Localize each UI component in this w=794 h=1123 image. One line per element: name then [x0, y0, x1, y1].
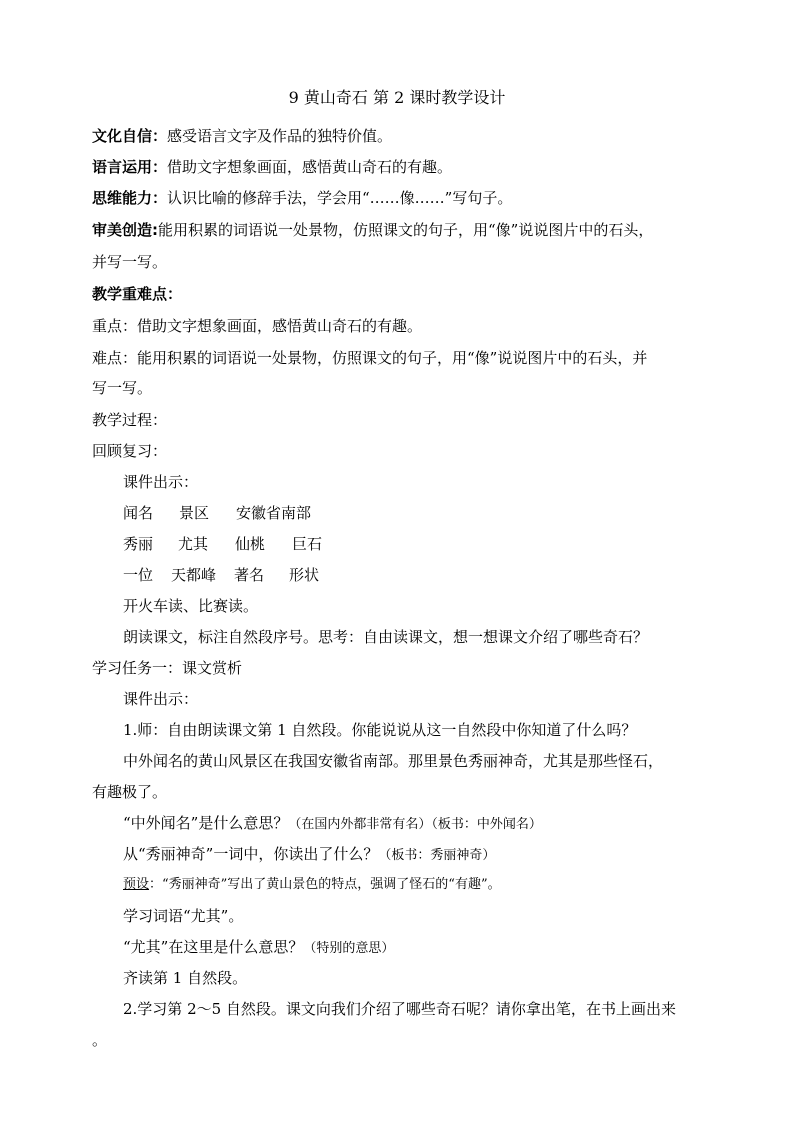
word: 巨石	[292, 535, 323, 553]
document-title: 9 黄山奇石 第 2 课时教学设计	[288, 88, 506, 107]
goal-text: 认识比喻的修辞手法，学会用“……像……”写句子。	[167, 189, 513, 207]
word: 形状	[289, 566, 320, 584]
question-text: “中外闻名”是什么意思？	[123, 814, 289, 832]
word-row	[123, 503, 311, 523]
review-heading: 回顾复习：	[92, 442, 168, 460]
goal-aesthetic-cont: 并写一写。	[92, 253, 168, 271]
question	[123, 937, 394, 959]
goal-aesthetic	[92, 220, 653, 240]
question: 1.师：自由朗读课文第 1 自然段。你能说说从这一自然段中你知道了什么吗？	[123, 721, 637, 739]
read-game: 开火车读、比赛读。	[123, 597, 259, 615]
read-paragraph: 齐读第 1 自然段。	[123, 969, 248, 987]
courseware-label: 课件出示：	[123, 473, 199, 491]
word: 闻名	[123, 504, 154, 522]
process-heading: 教学过程：	[92, 411, 168, 429]
goal-label: 语言运用：	[92, 158, 168, 176]
preset-label: 预设	[123, 877, 150, 892]
word: 著名	[234, 566, 265, 584]
read-text: 朗读课文，标注自然段序号。思考：自由读课文，想一想课文介绍了哪些奇石？	[123, 628, 649, 646]
goal-culture	[92, 126, 392, 146]
courseware-label: 课件出示：	[123, 690, 199, 708]
word: 景区	[179, 504, 210, 522]
key-point: 重点：借助文字想象画面，感悟黄山奇石的有趣。	[92, 317, 423, 335]
word: 一位	[123, 566, 154, 584]
learn-word: 学习词语“尤其”。	[123, 907, 244, 925]
question: 2.学习第 2～5 自然段。课文向我们介绍了哪些奇石呢？请你拿出笔，在书上画出来	[123, 1000, 676, 1018]
word: 秀丽	[123, 535, 154, 553]
preset-text: ：“秀丽神奇”写出了黄山景色的特点，强调了怪石的“有趣”。	[149, 877, 501, 892]
question-cont: 。	[92, 1031, 108, 1049]
answer-hint: （在国内外都非常有名）（板书：中外闻名）	[288, 817, 542, 832]
word-row	[123, 534, 322, 554]
goal-label: 文化自信：	[92, 127, 168, 145]
word: 安徽省南部	[236, 504, 312, 522]
goal-thinking	[92, 188, 512, 208]
goal-label: 审美创造:	[92, 221, 158, 239]
question-text: “尤其”在这里是什么意思？	[123, 938, 304, 956]
goal-text: 感受语言文字及作品的独特价值。	[167, 127, 393, 145]
paragraph-text-cont: 有趣极了。	[92, 783, 168, 801]
answer-hint: （特别的意思）	[303, 941, 395, 956]
question-text: 从“秀丽神奇”一词中，你读出了什么？	[123, 845, 379, 863]
paragraph-text: 中外闻名的黄山风景区在我国安徽省南部。那里景色秀丽神奇，尤其是那些怪石，	[123, 752, 664, 770]
question	[123, 813, 542, 835]
goal-label: 思维能力：	[92, 189, 168, 207]
task-heading: 学习任务一：课文赏析	[92, 659, 243, 677]
word: 尤其	[178, 535, 209, 553]
key-points-heading: 教学重难点：	[92, 285, 183, 303]
question	[123, 844, 495, 866]
difficult-point-cont: 写一写。	[92, 379, 153, 397]
preset-answer	[123, 875, 501, 895]
answer-hint: （板书：秀丽神奇）	[378, 848, 496, 863]
goal-language	[92, 157, 452, 177]
goal-text: 借助文字想象画面，感悟黄山奇石的有趣。	[167, 158, 453, 176]
difficult-point: 难点：能用积累的词语说一处景物，仿照课文的句子，用“像”说说图片中的石头，并	[92, 349, 648, 367]
word: 天都峰	[171, 566, 217, 584]
word-row	[123, 565, 319, 585]
word: 仙桃	[235, 535, 266, 553]
goal-text: 能用积累的词语说一处景物，仿照课文的句子，用“像”说说图片中的石头，	[158, 221, 654, 239]
